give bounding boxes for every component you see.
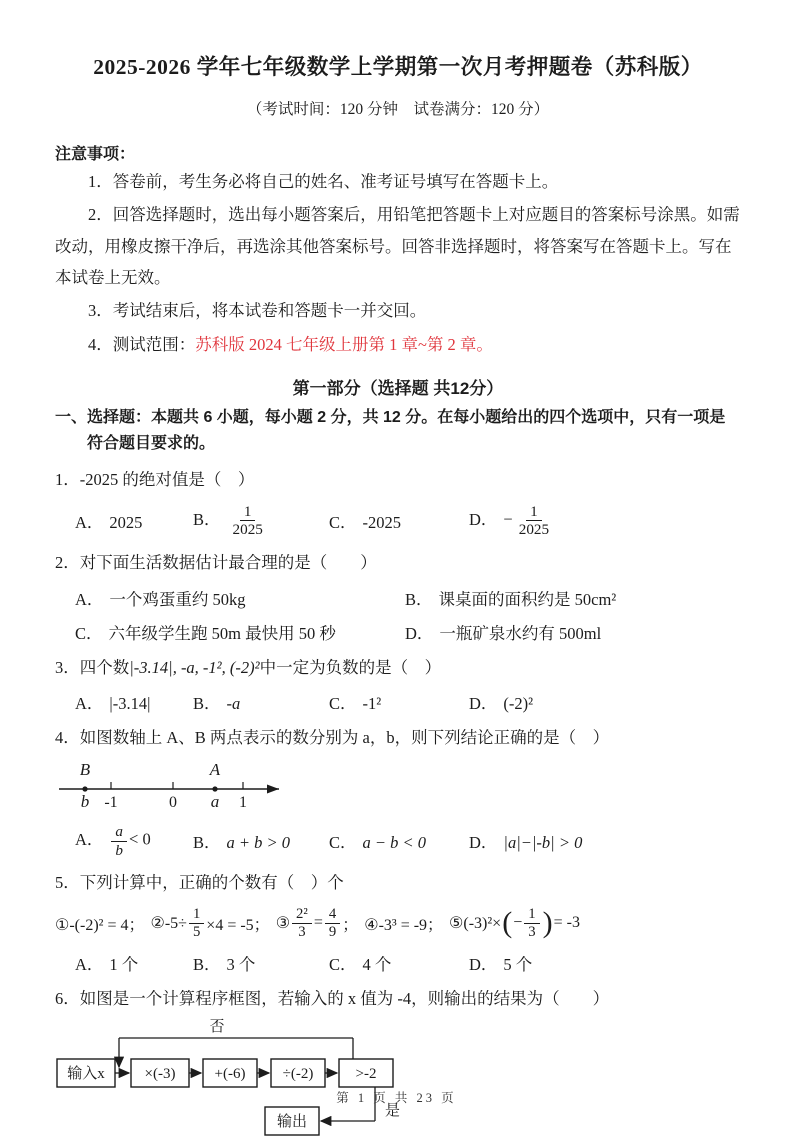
q5-e5-fraction: $\frac{1}{3}$	[524, 906, 539, 941]
q3-option-b-text: -a	[226, 694, 241, 714]
q4-option-b-label: B．	[193, 833, 221, 853]
numberline-label-1: 1	[239, 794, 247, 812]
question-2-stem: 2．对下面生活数据估计最合理的是（ ）	[55, 552, 377, 572]
part1-heading: 第一部分（选择题 共12分）	[292, 379, 504, 399]
notes-heading: 注意事项：	[55, 146, 136, 163]
q3-option-c-text: -1²	[362, 694, 382, 714]
q1-option-b	[193, 503, 329, 539]
q3-stem-prefix: 3．四个数	[55, 657, 130, 677]
q4-option-a-label: A．	[75, 829, 104, 849]
q5-option-d-label: D．	[469, 954, 498, 974]
q5-e3-fraction-1: $\frac{\text{2²}}{3}$	[292, 906, 312, 941]
q5-option-a-text: 1 个	[109, 954, 139, 974]
note-item-4-prefix: 4．测试范围：	[88, 334, 196, 354]
numberline-label-B: B	[79, 760, 91, 780]
flowchart-box-divide: ÷(-2)	[282, 1066, 314, 1083]
q4-option-a	[75, 823, 193, 859]
q4-option-c-text: a − b < 0	[362, 833, 427, 853]
q5-option-a	[75, 951, 193, 975]
q1-option-c-label: C．	[329, 512, 357, 532]
question-1-options	[75, 503, 741, 539]
numberline-label-b: b	[80, 792, 90, 812]
q1-option-a-label: A．	[75, 512, 104, 532]
question-6	[55, 987, 741, 1147]
question-2	[55, 551, 741, 644]
question-3	[55, 656, 741, 715]
question-1-stem: 1．-2025 的绝对值是（ ）	[55, 470, 255, 490]
question-3-options	[75, 690, 741, 714]
flowchart-box-multiply: ×(-3)	[144, 1066, 176, 1083]
q4-option-c-label: C．	[329, 833, 357, 853]
q1-option-b-fraction: $\frac{1}{2025}$	[232, 503, 263, 539]
flowchart-label-no: 否	[209, 1019, 225, 1036]
q3-option-d-label: D．	[469, 694, 498, 714]
q4-option-b	[193, 829, 329, 853]
q2-option-b-text: 课桌面的面积约是 50cm²	[438, 589, 617, 609]
question-2-options-row2	[75, 620, 741, 644]
q2-option-a-label: A．	[75, 589, 104, 609]
q4-option-d-label: D．	[469, 833, 498, 853]
q2-option-b	[405, 586, 616, 610]
q5-expression-4: ④-3³ = -9；	[364, 916, 444, 934]
q4-option-d	[469, 829, 741, 853]
numberline-label-minus1: -1	[104, 794, 118, 812]
q5-expression-3: ③ $\frac{\text{2²}}{3}$ = $\frac{4}{9}$ ；	[275, 905, 359, 940]
q2-option-c-text: 六年级学生跑 50m 最快用 50 秒	[108, 623, 336, 643]
q4-option-a-relation: < 0	[129, 829, 151, 849]
q5-option-b-text: 3 个	[226, 954, 256, 974]
q2-option-d-text: 一瓶矿泉水约有 500ml	[439, 623, 602, 643]
question-2-options-row1	[75, 586, 741, 610]
numberline-label-a: a	[210, 792, 220, 812]
q3-option-d-text: (-2)²	[503, 694, 534, 714]
q5-option-a-label: A．	[75, 954, 104, 974]
question-4-stem: 4．如图数轴上 A、B 两点表示的数分别为 a，b，则下列结论正确的是（ ）	[55, 728, 610, 748]
numberline-label-A: A	[209, 760, 221, 780]
question-5-expressions	[55, 906, 741, 941]
q5-option-d-text: 5 个	[503, 954, 533, 974]
question-3-stem	[55, 656, 741, 681]
question-1	[55, 468, 741, 539]
q3-option-c	[329, 690, 469, 714]
q5-option-b	[193, 951, 329, 975]
question-5	[55, 871, 741, 975]
flowchart-box-condition: >-2	[355, 1066, 377, 1083]
q1-option-d-fraction: $\frac{1}{2025}$	[518, 503, 550, 539]
page-footer: 第 1 页 共 23 页	[336, 1091, 457, 1105]
flowchart-box-input: 输入x	[67, 1066, 105, 1083]
q2-option-a	[75, 586, 405, 610]
q2-option-a-text: 一个鸡蛋重约 50kg	[109, 589, 246, 609]
test-scope-text: 苏科版 2024 七年级上册第 1 章~第 2 章。	[195, 334, 493, 354]
note-item-2: 2．回答选择题时，选出每小题答案后，用铅笔把答题卡上对应题目的答案标号涂黑。如需改动，用橡皮擦干净后，再选涂其他答案标号。回答非选择题时，将答案写在答题卡上。写在本试卷上无效。	[55, 205, 740, 288]
q5-expression-1: ①-(-2)² = 4；	[55, 916, 145, 934]
flowchart-label-yes: 是	[385, 1103, 401, 1120]
q1-option-a-text: 2025	[109, 512, 143, 532]
q1-option-c-text: -2025	[362, 512, 402, 532]
flowchart-box-add: +(-6)	[214, 1066, 246, 1083]
q5-option-d	[469, 951, 741, 975]
q5-e2-fraction: $\frac{1}{5}$	[189, 906, 204, 941]
flowchart-figure	[55, 1017, 465, 1147]
exam-meta: （考试时间：120 分钟 试卷满分：120 分）	[246, 101, 550, 118]
q1-option-b-label: B．	[193, 509, 221, 529]
q5-option-c-text: 4 个	[362, 954, 392, 974]
q3-stem-math: |-3.14|, -a, -1², (-2)²	[129, 657, 260, 677]
q5-option-c	[329, 951, 469, 975]
q5-option-c-label: C．	[329, 954, 357, 974]
number-line-figure	[55, 757, 305, 813]
q2-option-d-label: D．	[405, 623, 434, 643]
q3-option-d	[469, 690, 741, 714]
flowchart-box-output: 输出	[276, 1114, 308, 1131]
q4-option-a-fraction: $\frac{a}{b}$	[111, 823, 127, 859]
note-item-4	[55, 329, 741, 360]
q5-option-b-label: B．	[193, 954, 221, 974]
q3-option-a-label: A．	[75, 694, 104, 714]
q2-option-c	[75, 620, 405, 644]
q1-option-d	[469, 503, 741, 539]
q3-option-b-label: B．	[193, 694, 221, 714]
note-item-3: 3．考试结束后，将本试卷和答题卡一并交回。	[88, 301, 427, 321]
q4-option-c	[329, 829, 469, 853]
q3-option-a-text: |-3.14|	[109, 694, 151, 714]
question-4	[55, 726, 741, 859]
q1-option-d-sign: −	[503, 509, 513, 529]
question-4-options	[75, 823, 741, 859]
q2-option-c-label: C．	[75, 623, 103, 643]
q3-stem-suffix: 中一定为负数的是（ ）	[259, 657, 442, 677]
q4-option-d-text: |a|−|-b| > 0	[503, 833, 583, 853]
page-title: 2025-2026 学年七年级数学上学期第一次月考押题卷（苏科版）	[93, 55, 703, 79]
question-6-stem: 6．如图是一个计算程序框图，若输入的 x 值为 -4，则输出的结果为（ ）	[55, 988, 610, 1008]
q5-expression-2: ②-5÷ $\frac{1}{5}$ ×4 = -5；	[150, 905, 270, 940]
section1-intro: 一、选择题：本题共 6 小题，每小题 2 分，共 12 分。在每小题给出的四个选项中，只有一项是符合题目要求的。	[55, 409, 726, 452]
q3-option-a	[75, 690, 193, 714]
numberline-label-0: 0	[169, 794, 177, 812]
q4-option-b-text: a + b > 0	[226, 833, 291, 853]
q5-expression-5: ⑤(-3)²× ( − $\frac{1}{3}$ ) = -3	[449, 905, 580, 940]
question-5-options	[75, 951, 741, 975]
q2-option-b-label: B．	[405, 589, 433, 609]
q1-option-a	[75, 509, 193, 533]
q1-option-d-label: D．	[469, 509, 498, 529]
q2-option-d	[405, 620, 601, 644]
q3-option-c-label: C．	[329, 694, 357, 714]
note-item-1: 1．答卷前，考生务必将自己的姓名、准考证号填写在答题卡上。	[88, 172, 559, 191]
q1-option-c	[329, 509, 469, 533]
q3-option-b	[193, 690, 329, 714]
q5-e3-fraction-2: $\frac{4}{9}$	[325, 906, 340, 941]
question-5-stem: 5．下列计算中，正确的个数有（ ）个	[55, 873, 344, 893]
